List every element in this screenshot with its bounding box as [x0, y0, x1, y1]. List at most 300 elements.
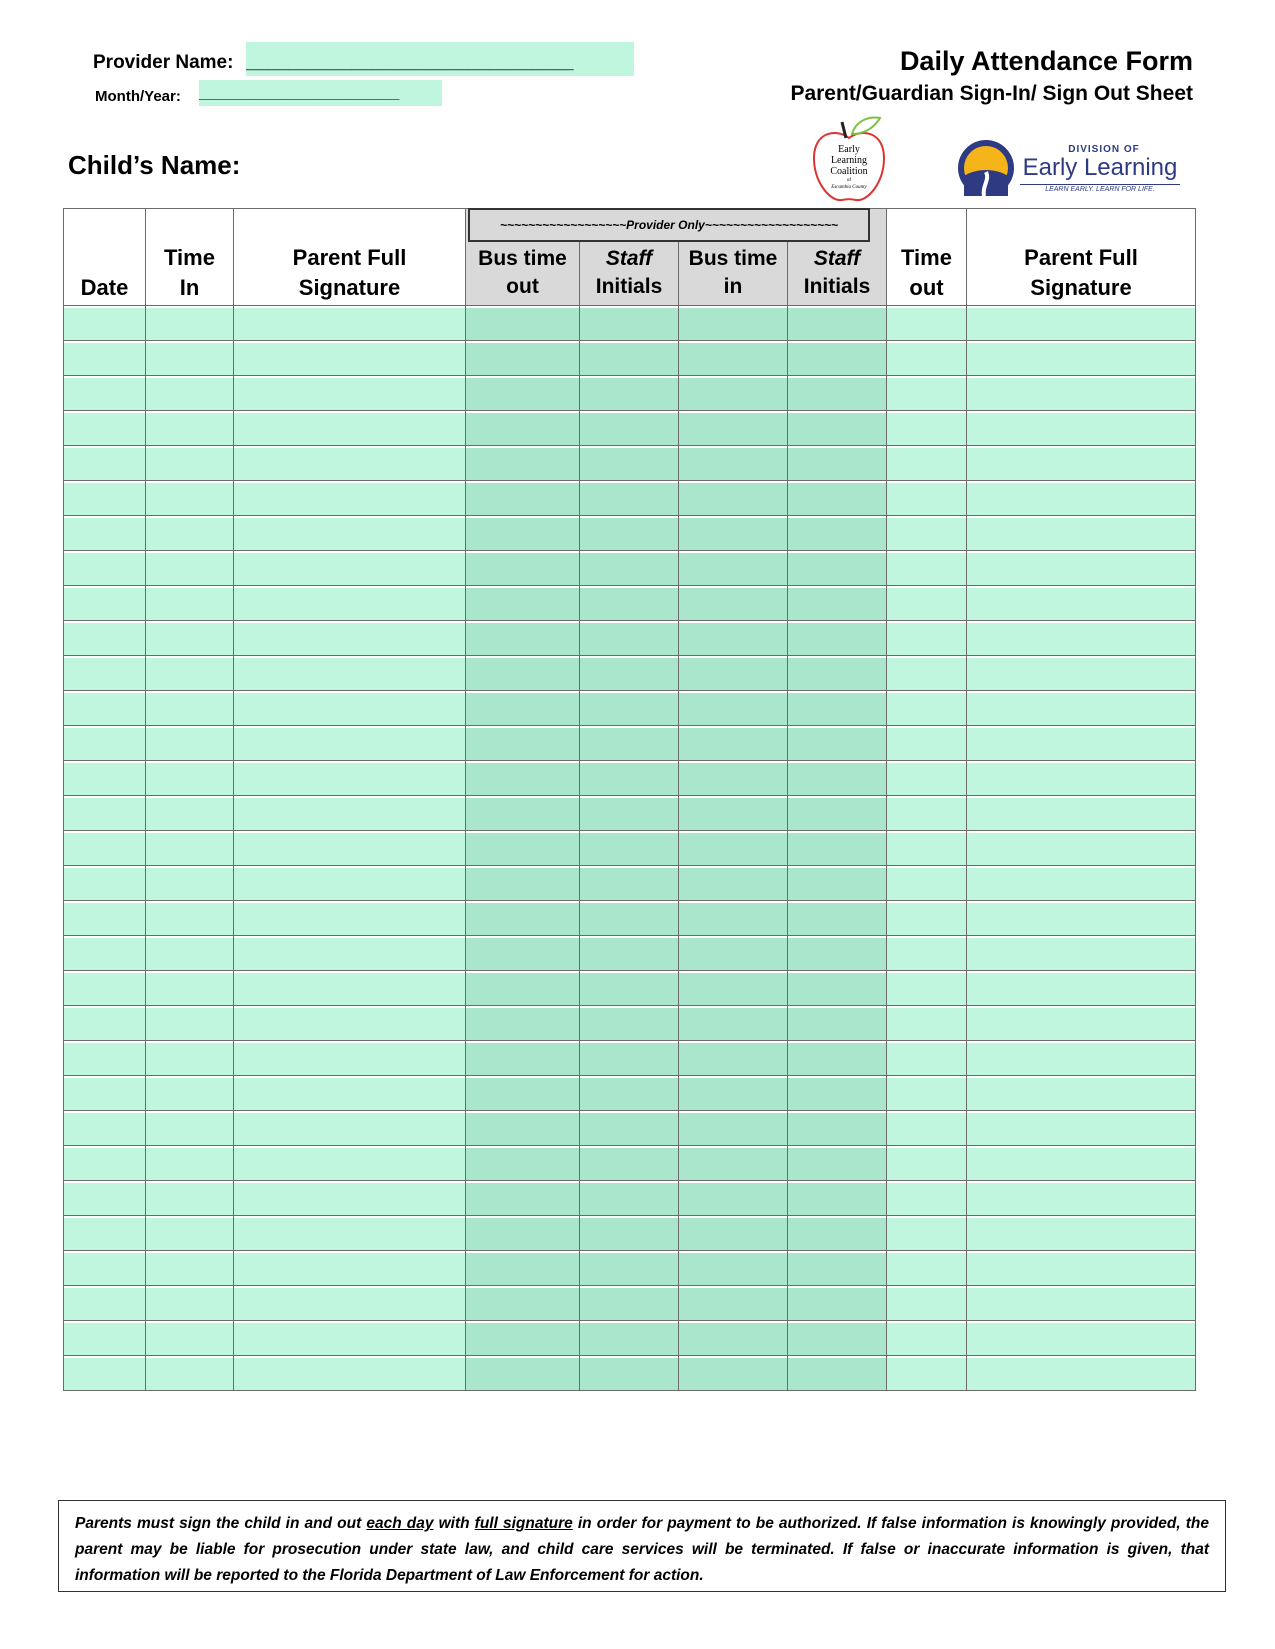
input-field[interactable]	[466, 938, 579, 970]
input-field[interactable]	[967, 483, 1195, 515]
cell-bus-time-out[interactable]	[466, 1041, 580, 1076]
cell-date[interactable]	[64, 971, 146, 1006]
cell-parent-signature-out[interactable]	[967, 691, 1196, 726]
cell-time-in[interactable]	[146, 1286, 234, 1321]
input-field[interactable]	[64, 973, 145, 1005]
cell-parent-signature-in[interactable]	[234, 1181, 466, 1216]
input-field[interactable]	[64, 1113, 145, 1145]
input-field[interactable]	[146, 938, 233, 970]
input-field[interactable]	[679, 483, 787, 515]
input-field[interactable]	[146, 1358, 233, 1390]
input-field[interactable]	[146, 798, 233, 830]
input-field[interactable]	[967, 413, 1195, 445]
cell-staff-initials-2[interactable]	[788, 446, 887, 481]
input-field[interactable]	[234, 483, 465, 515]
cell-parent-signature-out[interactable]	[967, 726, 1196, 761]
cell-bus-time-in[interactable]	[679, 1181, 788, 1216]
cell-parent-signature-out[interactable]	[967, 866, 1196, 901]
input-field[interactable]	[146, 1218, 233, 1250]
input-field[interactable]	[967, 1148, 1195, 1180]
cell-parent-signature-in[interactable]	[234, 1321, 466, 1356]
cell-staff-initials-1[interactable]	[580, 516, 679, 551]
cell-bus-time-in[interactable]	[679, 796, 788, 831]
input-field[interactable]	[967, 308, 1195, 340]
cell-staff-initials-2[interactable]	[788, 936, 887, 971]
input-field[interactable]	[967, 378, 1195, 410]
input-field[interactable]	[967, 763, 1195, 795]
input-field[interactable]	[580, 868, 678, 900]
cell-staff-initials-1[interactable]	[580, 1216, 679, 1251]
input-field[interactable]	[679, 623, 787, 655]
cell-date[interactable]	[64, 831, 146, 866]
cell-staff-initials-2[interactable]	[788, 481, 887, 516]
input-field[interactable]	[679, 868, 787, 900]
input-field[interactable]	[887, 518, 966, 550]
input-field[interactable]	[466, 1078, 579, 1110]
cell-staff-initials-1[interactable]	[580, 411, 679, 446]
input-field[interactable]	[234, 378, 465, 410]
cell-parent-signature-in[interactable]	[234, 1006, 466, 1041]
input-field[interactable]	[234, 1148, 465, 1180]
cell-bus-time-out[interactable]	[466, 376, 580, 411]
cell-staff-initials-2[interactable]	[788, 376, 887, 411]
cell-bus-time-out[interactable]	[466, 901, 580, 936]
cell-staff-initials-2[interactable]	[788, 586, 887, 621]
cell-time-out[interactable]	[887, 516, 967, 551]
input-field[interactable]	[146, 308, 233, 340]
input-field[interactable]	[466, 588, 579, 620]
input-field[interactable]	[234, 1323, 465, 1355]
cell-time-in[interactable]	[146, 376, 234, 411]
input-field[interactable]	[234, 938, 465, 970]
cell-staff-initials-2[interactable]	[788, 1356, 887, 1391]
cell-time-in[interactable]	[146, 411, 234, 446]
input-field[interactable]	[679, 1323, 787, 1355]
cell-bus-time-out[interactable]	[466, 481, 580, 516]
input-field[interactable]	[146, 588, 233, 620]
cell-parent-signature-out[interactable]	[967, 411, 1196, 446]
cell-date[interactable]	[64, 691, 146, 726]
input-field[interactable]	[967, 1113, 1195, 1145]
input-field[interactable]	[887, 553, 966, 585]
cell-parent-signature-out[interactable]	[967, 481, 1196, 516]
cell-date[interactable]	[64, 1181, 146, 1216]
cell-time-in[interactable]	[146, 1321, 234, 1356]
cell-date[interactable]	[64, 1006, 146, 1041]
input-field[interactable]	[788, 728, 886, 760]
input-field[interactable]	[580, 553, 678, 585]
input-field[interactable]	[887, 658, 966, 690]
input-field[interactable]	[967, 938, 1195, 970]
cell-bus-time-in[interactable]	[679, 1146, 788, 1181]
input-field[interactable]	[234, 1253, 465, 1285]
cell-bus-time-in[interactable]	[679, 726, 788, 761]
input-field[interactable]	[788, 308, 886, 340]
input-field[interactable]	[887, 1043, 966, 1075]
input-field[interactable]	[679, 1288, 787, 1320]
input-field[interactable]	[146, 448, 233, 480]
cell-time-out[interactable]	[887, 691, 967, 726]
cell-bus-time-in[interactable]	[679, 656, 788, 691]
cell-bus-time-in[interactable]	[679, 866, 788, 901]
input-field[interactable]	[234, 448, 465, 480]
input-field[interactable]	[887, 693, 966, 725]
input-field[interactable]	[887, 973, 966, 1005]
cell-parent-signature-in[interactable]	[234, 726, 466, 761]
input-field[interactable]	[887, 728, 966, 760]
input-field[interactable]	[679, 413, 787, 445]
cell-staff-initials-2[interactable]	[788, 306, 887, 341]
input-field[interactable]	[887, 588, 966, 620]
cell-bus-time-in[interactable]	[679, 551, 788, 586]
cell-time-out[interactable]	[887, 341, 967, 376]
cell-parent-signature-out[interactable]	[967, 761, 1196, 796]
input-field[interactable]	[679, 1008, 787, 1040]
cell-parent-signature-out[interactable]	[967, 446, 1196, 481]
input-field[interactable]	[64, 868, 145, 900]
input-field[interactable]	[64, 658, 145, 690]
input-field[interactable]	[788, 868, 886, 900]
cell-bus-time-out[interactable]	[466, 586, 580, 621]
input-field[interactable]	[788, 448, 886, 480]
input-field[interactable]	[466, 658, 579, 690]
cell-bus-time-in[interactable]	[679, 586, 788, 621]
cell-staff-initials-2[interactable]	[788, 551, 887, 586]
input-field[interactable]	[580, 518, 678, 550]
cell-time-out[interactable]	[887, 726, 967, 761]
cell-bus-time-out[interactable]	[466, 551, 580, 586]
cell-parent-signature-out[interactable]	[967, 1216, 1196, 1251]
input-field[interactable]	[64, 798, 145, 830]
input-field[interactable]	[64, 1078, 145, 1110]
input-field[interactable]	[679, 763, 787, 795]
cell-parent-signature-out[interactable]	[967, 656, 1196, 691]
input-field[interactable]	[234, 1078, 465, 1110]
cell-time-in[interactable]	[146, 1181, 234, 1216]
cell-time-in[interactable]	[146, 586, 234, 621]
cell-date[interactable]	[64, 936, 146, 971]
cell-bus-time-in[interactable]	[679, 936, 788, 971]
cell-parent-signature-in[interactable]	[234, 1041, 466, 1076]
cell-parent-signature-out[interactable]	[967, 586, 1196, 621]
input-field[interactable]	[788, 1078, 886, 1110]
input-field[interactable]	[788, 1358, 886, 1390]
cell-time-out[interactable]	[887, 656, 967, 691]
cell-parent-signature-in[interactable]	[234, 831, 466, 866]
cell-parent-signature-out[interactable]	[967, 796, 1196, 831]
input-field[interactable]	[146, 1008, 233, 1040]
cell-staff-initials-1[interactable]	[580, 446, 679, 481]
input-field[interactable]	[234, 413, 465, 445]
cell-parent-signature-out[interactable]	[967, 971, 1196, 1006]
cell-parent-signature-out[interactable]	[967, 621, 1196, 656]
cell-time-out[interactable]	[887, 551, 967, 586]
input-field[interactable]	[788, 623, 886, 655]
cell-staff-initials-2[interactable]	[788, 1321, 887, 1356]
input-field[interactable]	[146, 378, 233, 410]
cell-staff-initials-2[interactable]	[788, 866, 887, 901]
cell-time-in[interactable]	[146, 831, 234, 866]
cell-staff-initials-1[interactable]	[580, 691, 679, 726]
cell-parent-signature-in[interactable]	[234, 411, 466, 446]
input-field[interactable]	[580, 763, 678, 795]
input-field[interactable]	[64, 518, 145, 550]
cell-staff-initials-2[interactable]	[788, 1006, 887, 1041]
cell-date[interactable]	[64, 1041, 146, 1076]
input-field[interactable]	[788, 378, 886, 410]
input-field[interactable]	[466, 868, 579, 900]
input-field[interactable]	[580, 903, 678, 935]
cell-bus-time-in[interactable]	[679, 1006, 788, 1041]
input-field[interactable]	[64, 1253, 145, 1285]
input-field[interactable]	[788, 763, 886, 795]
input-field[interactable]	[64, 833, 145, 865]
cell-bus-time-out[interactable]	[466, 866, 580, 901]
input-field[interactable]	[887, 1148, 966, 1180]
cell-bus-time-out[interactable]	[466, 516, 580, 551]
input-field[interactable]	[64, 588, 145, 620]
cell-date[interactable]	[64, 1356, 146, 1391]
cell-staff-initials-2[interactable]	[788, 691, 887, 726]
cell-staff-initials-2[interactable]	[788, 341, 887, 376]
input-field[interactable]	[64, 728, 145, 760]
cell-date[interactable]	[64, 341, 146, 376]
cell-time-in[interactable]	[146, 1146, 234, 1181]
cell-time-out[interactable]	[887, 481, 967, 516]
cell-bus-time-in[interactable]	[679, 831, 788, 866]
cell-staff-initials-2[interactable]	[788, 411, 887, 446]
cell-staff-initials-2[interactable]	[788, 1216, 887, 1251]
input-field[interactable]	[466, 518, 579, 550]
input-field[interactable]	[788, 553, 886, 585]
input-field[interactable]	[967, 1043, 1195, 1075]
cell-time-in[interactable]	[146, 901, 234, 936]
cell-bus-time-in[interactable]	[679, 1111, 788, 1146]
input-field[interactable]	[580, 658, 678, 690]
cell-parent-signature-in[interactable]	[234, 481, 466, 516]
input-field[interactable]	[887, 448, 966, 480]
input-field[interactable]	[967, 588, 1195, 620]
input-field[interactable]	[466, 413, 579, 445]
input-field[interactable]	[466, 1288, 579, 1320]
input-field[interactable]	[788, 938, 886, 970]
cell-staff-initials-1[interactable]	[580, 1041, 679, 1076]
cell-date[interactable]	[64, 1216, 146, 1251]
input-field[interactable]	[967, 1288, 1195, 1320]
input-field[interactable]	[967, 1078, 1195, 1110]
cell-bus-time-out[interactable]	[466, 1006, 580, 1041]
input-field[interactable]	[234, 518, 465, 550]
cell-date[interactable]	[64, 1251, 146, 1286]
cell-bus-time-out[interactable]	[466, 831, 580, 866]
cell-bus-time-out[interactable]	[466, 1181, 580, 1216]
input-field[interactable]	[580, 1323, 678, 1355]
cell-date[interactable]	[64, 376, 146, 411]
input-field[interactable]	[146, 1078, 233, 1110]
cell-staff-initials-2[interactable]	[788, 971, 887, 1006]
cell-parent-signature-out[interactable]	[967, 1321, 1196, 1356]
cell-parent-signature-out[interactable]	[967, 901, 1196, 936]
input-field[interactable]	[146, 1148, 233, 1180]
input-field[interactable]	[234, 833, 465, 865]
input-field[interactable]	[679, 588, 787, 620]
cell-time-out[interactable]	[887, 761, 967, 796]
cell-parent-signature-out[interactable]	[967, 1006, 1196, 1041]
input-field[interactable]	[788, 1288, 886, 1320]
cell-staff-initials-1[interactable]	[580, 586, 679, 621]
input-field[interactable]	[146, 868, 233, 900]
input-field[interactable]	[679, 728, 787, 760]
input-field[interactable]	[967, 1253, 1195, 1285]
input-field[interactable]	[64, 1218, 145, 1250]
cell-time-out[interactable]	[887, 971, 967, 1006]
cell-time-out[interactable]	[887, 1356, 967, 1391]
input-field[interactable]	[679, 1218, 787, 1250]
input-field[interactable]	[679, 1078, 787, 1110]
cell-parent-signature-in[interactable]	[234, 376, 466, 411]
input-field[interactable]	[64, 553, 145, 585]
input-field[interactable]	[788, 658, 886, 690]
cell-bus-time-out[interactable]	[466, 796, 580, 831]
cell-parent-signature-in[interactable]	[234, 1251, 466, 1286]
input-field[interactable]	[146, 553, 233, 585]
cell-time-out[interactable]	[887, 1286, 967, 1321]
cell-parent-signature-in[interactable]	[234, 1146, 466, 1181]
input-field[interactable]	[967, 343, 1195, 375]
cell-time-out[interactable]	[887, 1251, 967, 1286]
cell-parent-signature-in[interactable]	[234, 306, 466, 341]
input-field[interactable]	[64, 1323, 145, 1355]
cell-parent-signature-in[interactable]	[234, 1111, 466, 1146]
input-field[interactable]	[788, 1253, 886, 1285]
input-field[interactable]	[466, 833, 579, 865]
input-field[interactable]	[967, 1183, 1195, 1215]
input-field[interactable]	[466, 1148, 579, 1180]
cell-bus-time-in[interactable]	[679, 761, 788, 796]
input-field[interactable]	[580, 378, 678, 410]
cell-parent-signature-out[interactable]	[967, 1076, 1196, 1111]
cell-time-in[interactable]	[146, 306, 234, 341]
input-field[interactable]	[887, 763, 966, 795]
input-field[interactable]	[887, 1113, 966, 1145]
cell-staff-initials-2[interactable]	[788, 831, 887, 866]
cell-parent-signature-in[interactable]	[234, 866, 466, 901]
cell-bus-time-in[interactable]	[679, 341, 788, 376]
input-field[interactable]	[466, 728, 579, 760]
cell-staff-initials-1[interactable]	[580, 621, 679, 656]
input-field[interactable]	[788, 973, 886, 1005]
input-field[interactable]	[580, 1008, 678, 1040]
cell-bus-time-in[interactable]	[679, 376, 788, 411]
input-field[interactable]	[967, 798, 1195, 830]
input-field[interactable]	[146, 1288, 233, 1320]
cell-time-in[interactable]	[146, 691, 234, 726]
cell-time-in[interactable]	[146, 1216, 234, 1251]
input-field[interactable]	[466, 378, 579, 410]
input-field[interactable]	[788, 1148, 886, 1180]
input-field[interactable]	[146, 1043, 233, 1075]
cell-parent-signature-out[interactable]	[967, 1181, 1196, 1216]
input-field[interactable]	[679, 1148, 787, 1180]
cell-staff-initials-1[interactable]	[580, 1286, 679, 1321]
input-field[interactable]	[788, 1008, 886, 1040]
input-field[interactable]	[466, 343, 579, 375]
input-field[interactable]	[580, 938, 678, 970]
cell-staff-initials-1[interactable]	[580, 1146, 679, 1181]
input-field[interactable]	[967, 623, 1195, 655]
cell-bus-time-in[interactable]	[679, 446, 788, 481]
month-year-field[interactable]: ________________________	[199, 85, 400, 102]
input-field[interactable]	[788, 833, 886, 865]
cell-bus-time-in[interactable]	[679, 971, 788, 1006]
cell-time-out[interactable]	[887, 1041, 967, 1076]
input-field[interactable]	[64, 1043, 145, 1075]
cell-staff-initials-2[interactable]	[788, 1181, 887, 1216]
cell-bus-time-out[interactable]	[466, 971, 580, 1006]
input-field[interactable]	[788, 518, 886, 550]
input-field[interactable]	[466, 1358, 579, 1390]
cell-staff-initials-2[interactable]	[788, 726, 887, 761]
input-field[interactable]	[466, 308, 579, 340]
input-field[interactable]	[679, 1183, 787, 1215]
cell-parent-signature-out[interactable]	[967, 1111, 1196, 1146]
cell-staff-initials-2[interactable]	[788, 656, 887, 691]
cell-parent-signature-in[interactable]	[234, 516, 466, 551]
input-field[interactable]	[146, 343, 233, 375]
input-field[interactable]	[788, 1113, 886, 1145]
cell-parent-signature-out[interactable]	[967, 1251, 1196, 1286]
input-field[interactable]	[887, 1253, 966, 1285]
cell-parent-signature-out[interactable]	[967, 551, 1196, 586]
input-field[interactable]	[788, 1323, 886, 1355]
input-field[interactable]	[887, 1078, 966, 1110]
input-field[interactable]	[64, 938, 145, 970]
input-field[interactable]	[146, 903, 233, 935]
cell-parent-signature-in[interactable]	[234, 341, 466, 376]
cell-staff-initials-2[interactable]	[788, 621, 887, 656]
cell-time-in[interactable]	[146, 481, 234, 516]
input-field[interactable]	[146, 623, 233, 655]
cell-staff-initials-1[interactable]	[580, 971, 679, 1006]
input-field[interactable]	[967, 693, 1195, 725]
provider-name-field[interactable]: _______________________________	[246, 52, 574, 73]
input-field[interactable]	[234, 308, 465, 340]
input-field[interactable]	[466, 1183, 579, 1215]
input-field[interactable]	[146, 693, 233, 725]
cell-date[interactable]	[64, 586, 146, 621]
cell-time-out[interactable]	[887, 621, 967, 656]
cell-time-in[interactable]	[146, 796, 234, 831]
cell-bus-time-out[interactable]	[466, 656, 580, 691]
cell-bus-time-in[interactable]	[679, 1356, 788, 1391]
input-field[interactable]	[679, 343, 787, 375]
input-field[interactable]	[146, 973, 233, 1005]
input-field[interactable]	[234, 868, 465, 900]
cell-time-in[interactable]	[146, 1356, 234, 1391]
cell-parent-signature-in[interactable]	[234, 901, 466, 936]
cell-time-out[interactable]	[887, 831, 967, 866]
cell-staff-initials-1[interactable]	[580, 866, 679, 901]
cell-date[interactable]	[64, 1076, 146, 1111]
input-field[interactable]	[679, 973, 787, 1005]
cell-staff-initials-2[interactable]	[788, 516, 887, 551]
input-field[interactable]	[580, 1218, 678, 1250]
cell-time-in[interactable]	[146, 971, 234, 1006]
input-field[interactable]	[580, 1043, 678, 1075]
cell-staff-initials-1[interactable]	[580, 1321, 679, 1356]
cell-time-out[interactable]	[887, 1181, 967, 1216]
input-field[interactable]	[580, 1253, 678, 1285]
